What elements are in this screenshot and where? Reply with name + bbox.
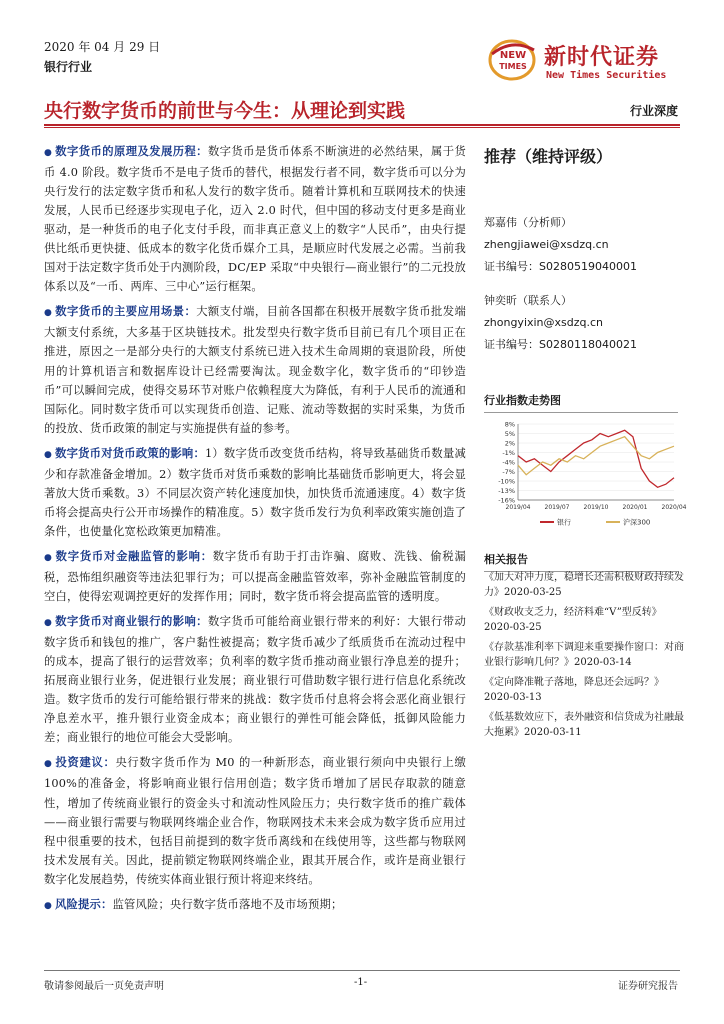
analyst-card xyxy=(484,290,684,356)
related-report-link[interactable]: 《财政收支乏力，经济料难“V”型反转》2020-03-25 xyxy=(484,607,662,633)
report-type: 行业深度 xyxy=(629,104,678,118)
bullet-icon: ● xyxy=(44,759,53,770)
page-number: -1- xyxy=(354,977,368,988)
related-reports-title: 相关报告 xyxy=(484,551,678,572)
section-lead: 数字货币对金融监管的影响： xyxy=(55,549,213,563)
series-line xyxy=(518,437,674,475)
company-logo xyxy=(486,32,696,92)
analyst-card xyxy=(484,212,684,278)
y-tick-label: -13% xyxy=(498,487,515,495)
analyst-email[interactable]: zhongyixin@xsdzq.cn xyxy=(484,316,604,329)
report-summary xyxy=(44,142,466,922)
x-tick-label: 2019/07 xyxy=(544,504,570,511)
section-lead: 风险提示： xyxy=(55,897,113,911)
report-date: 2020 年 04 月 29 日 xyxy=(44,40,161,54)
logo-mark-icon xyxy=(486,36,540,82)
legend-label: 沪深300 xyxy=(623,518,651,527)
x-tick-label: 2019/10 xyxy=(583,504,609,511)
series-line xyxy=(518,430,674,487)
related-report-link[interactable]: 《存款基准利率下调迎来重要操作窗口：对商业银行影响几何？》2020-03-14 xyxy=(484,642,684,668)
y-tick-label: -7% xyxy=(502,468,515,476)
bullet-icon: ● xyxy=(44,308,53,319)
section-monetary-policy xyxy=(44,444,466,541)
x-tick-label: 2020/04 xyxy=(661,504,687,511)
y-tick-label: -4% xyxy=(502,458,515,467)
section-lead: 数字货币的原理及发展历程： xyxy=(55,145,208,158)
report-sector: 银行行业 xyxy=(44,60,93,74)
section-lead: 数字货币对货币政策的影响： xyxy=(55,446,205,460)
logo-mark-bottom: TIMES xyxy=(499,62,527,71)
section-text: 1）数字货币改变货币结构，将导致基础货币数量减少和存款准备金增加。2）数字货币对货币乘数的影响比基础货币影响更大，将会显著放大货币乘数。3）不同层次资产转化速度加快，加快货币流通速度。4）数字货币将会提高央行公开市场操作的精准度。5）数字货币发行为负利率政策实施创造了条件，也使量化宽松政策更加精准。 xyxy=(44,446,466,538)
bullet-icon: ● xyxy=(44,552,53,563)
footer-divider xyxy=(44,970,680,971)
logo-name: 新时代证券 xyxy=(544,45,660,70)
bullet-icon: ● xyxy=(44,148,53,158)
section-text: 央行数字货币作为 M0 的一种新形态，商业银行须向中央银行上缴 100%的准备金，将影响商业银行信用创造；数字货币增加了居民存取款的随意性，增加了传统商业银行的资金头寸和流动性风险压力；央行数字货币的推广载体——商业银行需要与物联网终端企业合作，物联网技术未来会成为数字货币应用过程中很重要的技术，包括目前提到的数字货币离线和在线使用等，这些都与物联网技术发展有关。因此，提前锁定物联网终端企业，跟其开展合作，或许是商业银行数字化发展趋势，传统实体商业银行预计将迎来终结。 xyxy=(44,756,467,886)
y-tick-label: 8% xyxy=(504,420,515,429)
analyst-cert: 证书编号：S0280118040021 xyxy=(484,338,637,351)
bullet-icon: ● xyxy=(44,449,53,460)
section-text: 数字货币可能给商业银行带来的利好：大银行带动数字货币和钱包的推广，客户黏性被提高；数字货币减少了纸质货币在流动过程中的成本，提高了银行的运营效率；负利率的数字货币推动商业银行净息差的提升；拓展商业银行业务，促进银行业发展；商业银行可借助数字银行进行信息化系统改造。数字货币的发行可能给银行带来的挑战：数字货币付息将会将会恶化商业银行净息差水平，推升银行业资金成本；商业银行的弹性可能会降低，抵御风险能力差；商业银行的地位可能会大受影响。 xyxy=(44,615,466,745)
section-applications xyxy=(44,302,466,437)
section-investment-advice xyxy=(44,753,466,888)
analyst-email[interactable]: zhengjiawei@xsdzq.cn xyxy=(484,238,609,251)
related-report-link[interactable]: 《低基数效应下，表外融资和信贷成为社融最大拖累》2020-03-11 xyxy=(484,712,684,738)
y-tick-label: 2% xyxy=(504,439,515,448)
header-divider xyxy=(44,124,680,126)
section-commercial-banks xyxy=(44,612,466,747)
section-text: 数字货币有助于打击诈骗、腐败、洗钱、偷税漏税，恐怖组织融资等违法犯罪行为；可以提高金融监管效率，弥补金融监管制度的空白，使得宏观调控更好的发挥作用；同时，数字货币将会提高监管的透明度。 xyxy=(44,549,467,604)
section-text: 监管风险；央行数字货币落地不及市场预期； xyxy=(112,897,343,911)
related-report-link[interactable]: 《定向降准靴子落地，降息还会远吗？》2020-03-13 xyxy=(484,677,664,703)
disclaimer-note: 敬请参阅最后一页免责声明 xyxy=(44,981,164,992)
bullet-icon: ● xyxy=(44,900,53,911)
rating: 推荐（维持评级） xyxy=(484,147,613,166)
chart-title: 行业指数走势图 xyxy=(484,392,678,413)
section-lead: 投资建议： xyxy=(55,756,116,770)
x-tick-label: 2019/04 xyxy=(505,504,531,511)
section-lead: 数字货币对商业银行的影响： xyxy=(55,615,208,629)
analyst-cert: 证书编号：S0280519040001 xyxy=(484,260,637,273)
section-regulation xyxy=(44,547,466,606)
x-tick-label: 2020/01 xyxy=(622,504,648,511)
related-reports-list xyxy=(484,570,684,745)
legend-label: 银行 xyxy=(557,518,571,527)
section-principle xyxy=(44,142,466,296)
y-tick-label: -10% xyxy=(498,477,515,486)
section-text: 数字货币是货币体系不断演进的必然结果，属于货币 4.0 阶段。数字货币不是电子货币的替代，根据发行者不同，数字货币可以分为央行发行的法定数字货币和私人发行的数字货币。随着计算机和互联网技术的快速发展，人民币已经逐步实现电子化，迈入 2.0 时代，但中国的移动支付更多是商业驱动，是一种货币的电子化支付手段，而非真正意义上的数字“人民币”，由央行提供比纸币更快捷、低成本的数字化货币媒介工具，是顺应时代发展之必需。当前我国对于法定数字货币处于内测阶段，DC/EP 采取“中央银行—商业银行”的二元投放体系以及“一币、两库、三中心”运行框架。 xyxy=(44,145,466,294)
y-tick-label: -1% xyxy=(502,449,515,457)
index-trend-chart xyxy=(484,420,687,532)
y-tick-label: 5% xyxy=(504,430,515,438)
logo-english-name: New Times Securities xyxy=(546,70,667,81)
y-tick-label: -16% xyxy=(498,496,515,505)
report-label: 证券研究报告 xyxy=(618,981,678,992)
section-lead: 数字货币的主要应用场景： xyxy=(55,305,197,319)
related-report-link[interactable]: 《加大对冲力度，稳增长还需积极财政持续发力》2020-03-25 xyxy=(484,572,684,598)
analyst-name: 钟奕昕（联系人） xyxy=(484,294,572,307)
section-risk xyxy=(44,895,466,916)
header-divider-thin xyxy=(44,127,680,128)
bullet-icon: ● xyxy=(44,618,53,629)
page-title: 央行数字货币的前世与今生：从理论到实践 xyxy=(44,100,406,122)
logo-mark-top: NEW xyxy=(499,50,527,61)
section-text: 大额支付端，目前各国都在积极开展数字货币批发端大额支付系统，大多基于区块链技术。批发型央行数字货币目前已有几个项目正在推进，原因之一是部分央行的大额支付系统已进入技术生命周期的衰退阶段，所使用的计算机语言和数据库设计已经需要淘汰。现金数字化，数字货币的“印钞造币”可以瞬间完成，使得交易环节对账户依赖程度大为降低，有利于人民币的流通和国际化。同时数字货币可以实现货币创造、记账、流动等数据的实时采集，为货币的投放、货币政策的制定与实施提供有益的参考。 xyxy=(44,305,466,435)
analyst-name: 郑嘉伟（分析师） xyxy=(484,216,572,229)
